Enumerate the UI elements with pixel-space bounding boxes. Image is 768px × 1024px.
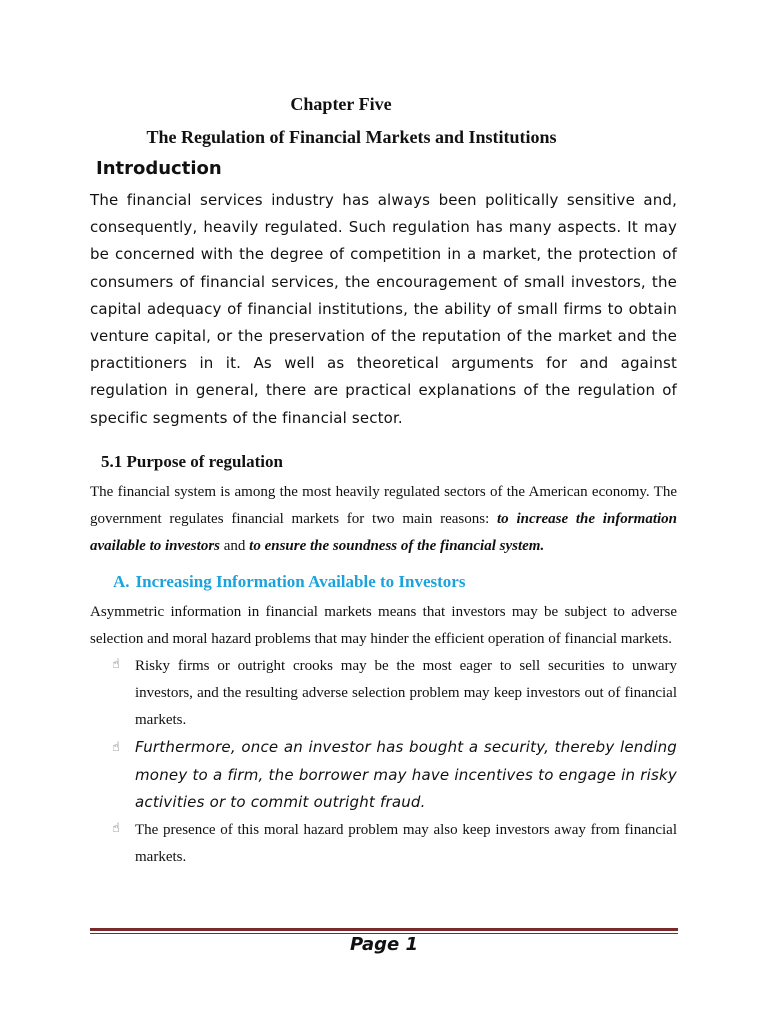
introduction-heading: Introduction — [96, 158, 222, 179]
section-heading: 5.1 Purpose of regulation — [101, 452, 283, 471]
subsection-heading — [113, 572, 465, 592]
pointing-hand-icon: ☝ — [112, 740, 120, 755]
section-text-1: The financial system is among the most heavily regulated sectors of the American economy. The government regulates financial markets for two main reasons: — [90, 484, 677, 527]
section-emphasis-1: to increase the information available to investors — [90, 511, 677, 554]
section-emphasis-2: to ensure the soundness of the financial system. — [249, 538, 545, 554]
section-text-2: and — [220, 538, 250, 554]
subsection-title: Increasing Information Available to Investors — [135, 572, 466, 591]
page-number: Page 1 — [349, 934, 419, 955]
chapter-title: Chapter Five — [290, 94, 392, 114]
list-item — [112, 653, 677, 734]
bullet-list — [112, 653, 677, 871]
document-title: The Regulation of Financial Markets and Institutions — [146, 127, 557, 147]
section-paragraph — [90, 479, 677, 560]
bullet-text: Furthermore, once an investor has bought a security, thereby lending money to a firm, the borrower may have incentives to engage in risky activities or to commit outright fraud. — [135, 738, 677, 811]
list-item — [112, 817, 677, 871]
pointing-hand-icon: ☝ — [112, 657, 120, 672]
subsection-marker: A. — [113, 572, 130, 591]
bullet-text: Risky firms or outright crooks may be the most eager to sell securities to unwary investors, and the resulting adverse selection problem may keep investors out of financial markets. — [135, 658, 677, 728]
bullet-text: The presence of this moral hazard problem may also keep investors away from financial markets. — [135, 821, 677, 865]
list-item — [112, 734, 677, 817]
introduction-paragraph: The financial services industry has always been politically sensitive and, consequently, heavily regulated. Such regulation has many aspects. It may be concerned with the degree of competition in a market, the protection of consumers of financial services, the encouragement of small investors, the capital adequacy of financial institutions, the ability of small firms to obtain venture capital, or the preservation of the reputation of the market and the practitioners in it. As well as theoretical arguments for and against regulation in general, there are practical explanations of the regulation of specific segments of the financial sector. — [90, 191, 677, 427]
footer-divider — [90, 928, 678, 931]
pointing-hand-icon: ☝ — [112, 820, 120, 836]
asymmetric-info-paragraph: Asymmetric information in financial markets means that investors may be subject to adverse selection and moral hazard problems that may hinder the efficient operation of financial markets. — [90, 604, 677, 647]
